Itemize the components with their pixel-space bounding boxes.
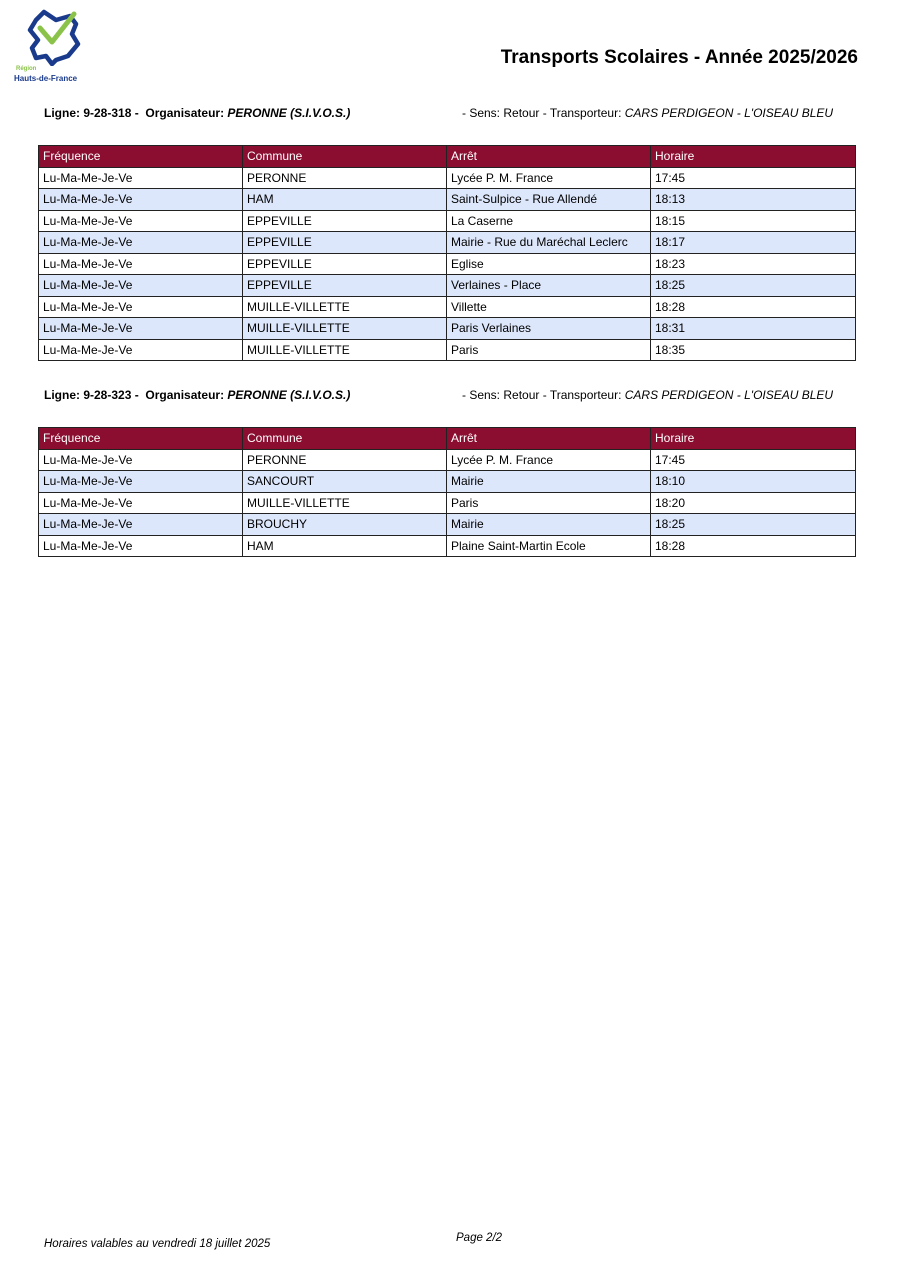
- frequence-cell: Lu-Ma-Me-Je-Ve: [39, 275, 243, 297]
- table-row: [39, 339, 856, 361]
- document-title: Transports Scolaires - Année 2025/2026: [500, 47, 858, 68]
- column-header-horaire: Horaire: [651, 428, 856, 450]
- horaire-cell: 18:25: [651, 275, 856, 297]
- frequence-cell: Lu-Ma-Me-Je-Ve: [39, 296, 243, 318]
- commune-cell: BROUCHY: [243, 514, 447, 536]
- commune-cell: PERONNE: [243, 167, 447, 189]
- commune-cell: MUILLE-VILLETTE: [243, 492, 447, 514]
- arret-cell: Paris Verlaines: [447, 318, 651, 340]
- arret-cell: Villette: [447, 296, 651, 318]
- frequence-cell: Lu-Ma-Me-Je-Ve: [39, 514, 243, 536]
- horaire-cell: 18:15: [651, 210, 856, 232]
- transporteur-value: CARS PERDIGEON - L'OISEAU BLEU: [624, 388, 834, 402]
- commune-cell: PERONNE: [243, 449, 447, 471]
- arret-cell: La Caserne: [447, 210, 651, 232]
- frequence-cell: Lu-Ma-Me-Je-Ve: [39, 210, 243, 232]
- commune-cell: SANCOURT: [243, 471, 447, 493]
- column-header-frequence: Fréquence: [39, 146, 243, 168]
- column-header-horaire: Horaire: [651, 146, 856, 168]
- horaire-cell: 18:13: [651, 189, 856, 211]
- schedule-table-2: [38, 427, 856, 557]
- frequence-cell: Lu-Ma-Me-Je-Ve: [39, 535, 243, 557]
- table-row: [39, 318, 856, 340]
- table-row: [39, 232, 856, 254]
- commune-cell: MUILLE-VILLETTE: [243, 318, 447, 340]
- transporteur-value: CARS PERDIGEON - L'OISEAU BLEU: [624, 106, 834, 120]
- frequence-cell: Lu-Ma-Me-Je-Ve: [39, 318, 243, 340]
- frequence-cell: Lu-Ma-Me-Je-Ve: [39, 471, 243, 493]
- table-row: [39, 167, 856, 189]
- region-logo: [14, 8, 96, 86]
- table-row: [39, 492, 856, 514]
- sens-label: - Sens: Retour - Transporteur:: [462, 106, 622, 120]
- region-map-heart-icon: [22, 8, 86, 66]
- schedule-table-1: [38, 145, 856, 361]
- frequence-cell: Lu-Ma-Me-Je-Ve: [39, 189, 243, 211]
- horaire-cell: 18:10: [651, 471, 856, 493]
- line-number: Ligne: 9-28-318 -: [44, 106, 139, 120]
- frequence-cell: Lu-Ma-Me-Je-Ve: [39, 232, 243, 254]
- arret-cell: Mairie - Rue du Maréchal Leclerc: [447, 232, 651, 254]
- table-row: [39, 535, 856, 557]
- horaire-cell: 17:45: [651, 449, 856, 471]
- horaire-cell: 18:23: [651, 253, 856, 275]
- organisateur-value: PERONNE (S.I.V.O.S.): [227, 106, 351, 120]
- table-row: [39, 514, 856, 536]
- frequence-cell: Lu-Ma-Me-Je-Ve: [39, 492, 243, 514]
- commune-cell: EPPEVILLE: [243, 253, 447, 275]
- commune-cell: HAM: [243, 535, 447, 557]
- commune-cell: MUILLE-VILLETTE: [243, 296, 447, 318]
- column-header-commune: Commune: [243, 428, 447, 450]
- organisateur-label: Organisateur:: [145, 388, 225, 402]
- frequence-cell: Lu-Ma-Me-Je-Ve: [39, 449, 243, 471]
- table-header-row: [39, 146, 856, 168]
- arret-cell: Mairie: [447, 471, 651, 493]
- table-row: [39, 296, 856, 318]
- table-row: [39, 210, 856, 232]
- commune-cell: EPPEVILLE: [243, 275, 447, 297]
- frequence-cell: Lu-Ma-Me-Je-Ve: [39, 339, 243, 361]
- arret-cell: Paris: [447, 492, 651, 514]
- column-header-commune: Commune: [243, 146, 447, 168]
- commune-cell: EPPEVILLE: [243, 232, 447, 254]
- logo-region-name: Hauts-de-France: [14, 74, 78, 83]
- horaire-cell: 18:31: [651, 318, 856, 340]
- line-number: Ligne: 9-28-323 -: [44, 388, 139, 402]
- sens-label: - Sens: Retour - Transporteur:: [462, 388, 622, 402]
- horaire-cell: 18:35: [651, 339, 856, 361]
- horaire-cell: 18:20: [651, 492, 856, 514]
- logo-region-label: Région: [16, 66, 37, 72]
- column-header-frequence: Fréquence: [39, 428, 243, 450]
- horaire-cell: 18:17: [651, 232, 856, 254]
- page-number: Page 2/2: [456, 1232, 503, 1244]
- frequence-cell: Lu-Ma-Me-Je-Ve: [39, 253, 243, 275]
- commune-cell: MUILLE-VILLETTE: [243, 339, 447, 361]
- table-row: [39, 189, 856, 211]
- column-header-arret: Arrêt: [447, 428, 651, 450]
- arret-cell: Paris: [447, 339, 651, 361]
- table-row: [39, 275, 856, 297]
- validity-note: Horaires valables au vendredi 18 juillet 2025: [44, 1238, 271, 1250]
- commune-cell: HAM: [243, 189, 447, 211]
- arret-cell: Mairie: [447, 514, 651, 536]
- organisateur-label: Organisateur:: [145, 106, 225, 120]
- arret-cell: Eglise: [447, 253, 651, 275]
- horaire-cell: 18:28: [651, 535, 856, 557]
- column-header-arret: Arrêt: [447, 146, 651, 168]
- table-row: [39, 471, 856, 493]
- horaire-cell: 17:45: [651, 167, 856, 189]
- arret-cell: Lycée P. M. France: [447, 167, 651, 189]
- arret-cell: Plaine Saint-Martin Ecole: [447, 535, 651, 557]
- table-row: [39, 253, 856, 275]
- arret-cell: Saint-Sulpice - Rue Allendé: [447, 189, 651, 211]
- arret-cell: Lycée P. M. France: [447, 449, 651, 471]
- horaire-cell: 18:28: [651, 296, 856, 318]
- horaire-cell: 18:25: [651, 514, 856, 536]
- frequence-cell: Lu-Ma-Me-Je-Ve: [39, 167, 243, 189]
- organisateur-value: PERONNE (S.I.V.O.S.): [227, 388, 351, 402]
- commune-cell: EPPEVILLE: [243, 210, 447, 232]
- arret-cell: Verlaines - Place: [447, 275, 651, 297]
- table-header-row: [39, 428, 856, 450]
- table-row: [39, 449, 856, 471]
